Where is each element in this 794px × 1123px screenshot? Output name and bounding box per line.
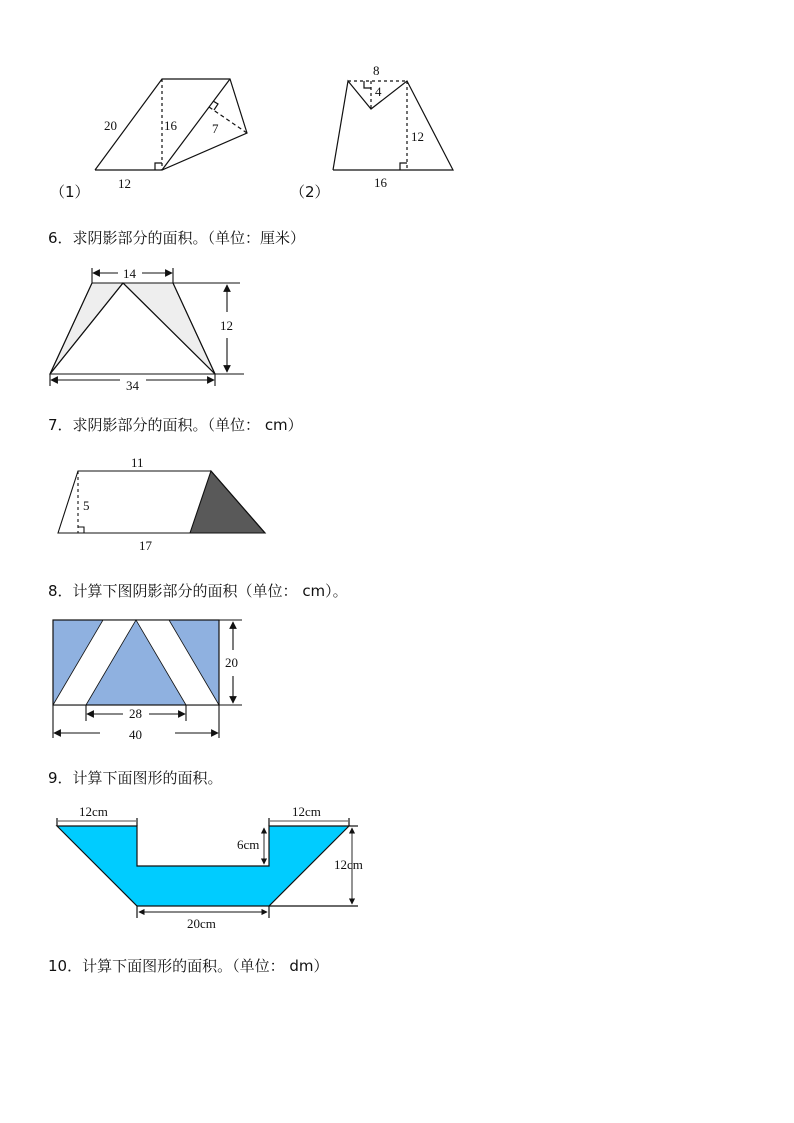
question-7: 7．求阴影部分的面积。（单位： cm） bbox=[48, 416, 303, 434]
question-9: 9．计算下面图形的面积。 bbox=[48, 769, 223, 787]
figure-9-shape bbox=[57, 826, 349, 906]
figure-2-right-angle-bottom bbox=[400, 163, 407, 170]
figure-2-right-angle-top bbox=[364, 81, 371, 88]
figure-9 bbox=[57, 818, 358, 918]
figure-1-base-label: 12 bbox=[118, 176, 131, 191]
figure-1-height-label: 16 bbox=[164, 118, 177, 133]
figure-8-width-label: 40 bbox=[129, 727, 142, 742]
figure-7-base-label: 17 bbox=[139, 538, 152, 553]
figure-2-outline bbox=[333, 81, 453, 170]
figure-8-inner-label: 28 bbox=[129, 706, 142, 721]
figure-6-base-label: 34 bbox=[126, 378, 139, 393]
figure-2 bbox=[333, 81, 453, 170]
figure-9-height-label: 12cm bbox=[334, 857, 363, 872]
figure-1-right-angle bbox=[155, 163, 162, 170]
question-8: 8．计算下图阴影部分的面积（单位： cm）。 bbox=[48, 582, 348, 600]
figure-2-height-label: 12 bbox=[411, 129, 424, 144]
figure-7-top-label: 11 bbox=[131, 455, 144, 470]
figure-9-right-top-label: 12cm bbox=[292, 804, 321, 819]
figure-9-depth-label: 6cm bbox=[237, 837, 260, 852]
figure-7-height-label: 5 bbox=[83, 498, 90, 513]
question-6: 6．求阴影部分的面积。（单位：厘米） bbox=[48, 229, 306, 247]
figure-9-left-top-label: 12cm bbox=[79, 804, 108, 819]
figure-2-caption: （2） bbox=[290, 183, 330, 201]
figure-9-bottom-label: 20cm bbox=[187, 916, 216, 931]
figure-6-top-label: 14 bbox=[123, 266, 136, 281]
figure-1-caption: （1） bbox=[50, 183, 90, 201]
figure-8 bbox=[53, 620, 242, 738]
question-10: 10．计算下面图形的面积。（单位： dm） bbox=[48, 957, 329, 975]
figure-6 bbox=[50, 268, 244, 386]
figure-1-side-label: 20 bbox=[104, 118, 117, 133]
figure-8-height-label: 20 bbox=[225, 655, 238, 670]
figure-1-perp-label: 7 bbox=[212, 121, 219, 136]
figure-2-top-label: 8 bbox=[373, 63, 380, 78]
figure-7-right-angle bbox=[78, 527, 84, 533]
figure-2-base-label: 16 bbox=[374, 175, 387, 190]
figure-2-inner-label: 4 bbox=[375, 84, 382, 99]
figure-1-perp-mark bbox=[213, 101, 218, 110]
figure-6-height-label: 12 bbox=[220, 318, 233, 333]
figure-7-shaded-triangle bbox=[190, 471, 265, 533]
